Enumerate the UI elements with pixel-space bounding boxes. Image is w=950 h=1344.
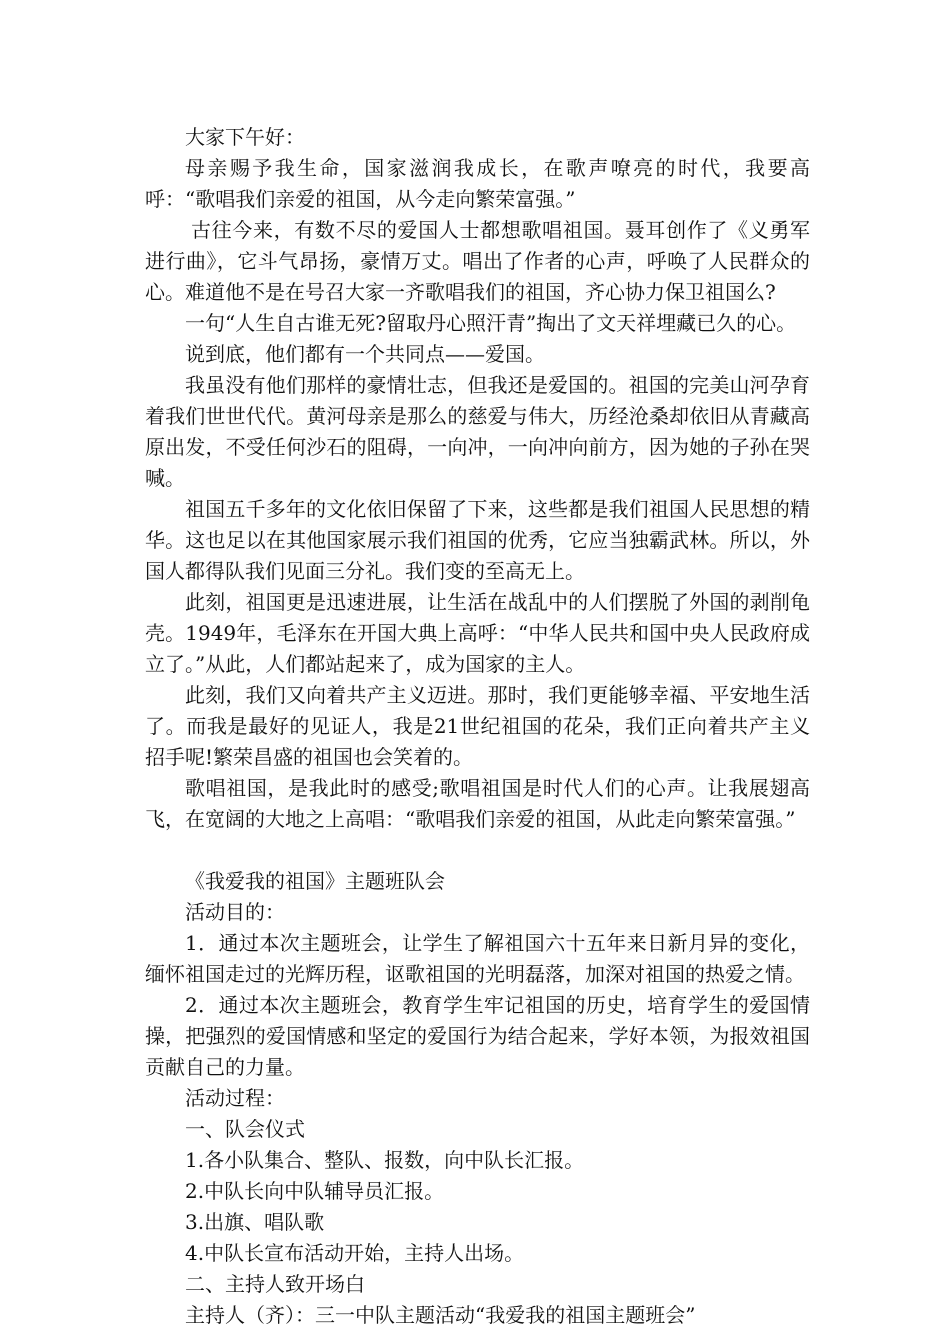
purpose-item: 2．通过本次主题班会，教育学生牢记祖国的历史，培育学生的爱国情操，把强烈的爱国情感和坚定的爱国行为结合起来，学好本领，为报效祖国贡献自己的力量。 [145, 993, 810, 1079]
speech-paragraph: 一句“人生自古谁无死?留取丹心照汗青”掏出了文天祥埋藏已久的心。 [185, 311, 797, 335]
section-gap [145, 835, 810, 866]
purpose-item: 1．通过本次主题班会，让学生了解祖国六十五年来日新月异的变化，缅怀祖国走过的光辉历程，讴歌祖国的光明磊落，加深对祖国的热爱之情。 [145, 931, 810, 986]
host-line: 主持人（齐）：三一中队主题活动“我爱我的祖国主题班会” [185, 1303, 696, 1327]
part-heading: 一、队会仪式 [185, 1117, 305, 1141]
speech-paragraph: 祖国五千多年的文化依旧保留了下来，这些都是我们祖国人民思想的精华。这也足以在其他国家展示我们祖国的优秀，它应当独霸武林。所以，外国人都得队我们见面三分礼。我们变的至高无上。 [145, 497, 810, 583]
speech-paragraph: 说到底，他们都有一个共同点——爱国。 [185, 342, 545, 366]
speech-paragraph: 我虽没有他们那样的豪情壮志，但我还是爱国的。祖国的完美山河孕育着我们世世代代。黄河母亲是那么的慈爱与伟大，历经沧桑却依旧从青藏高原出发，不受任何沙石的阻碍，一向冲，一向冲向前方，因为她的子孙在哭喊。 [145, 373, 810, 490]
speech-paragraph: 此刻，我们又向着共产主义迈进。那时，我们更能够幸福、平安地生活了。而我是最好的见证人，我是21世纪祖国的花朵，我们正向着共产主义招手呢!繁荣昌盛的祖国也会笑着的。 [145, 683, 810, 769]
document-body [145, 122, 810, 1331]
step-item: 1.各小队集合、整队、报数，向中队长汇报。 [185, 1148, 585, 1172]
step-item: 2.中队长向中队辅导员汇报。 [185, 1179, 445, 1203]
part-heading: 二、主持人致开场白 [185, 1272, 365, 1296]
speech-paragraph: 歌唱祖国，是我此时的感受;歌唱祖国是时代人们的心声。让我展翅高飞，在宽阔的大地之上高唱：“歌唱我们亲爱的祖国，从此走向繁荣富强。” [145, 776, 810, 831]
speech-paragraph: 古往今来，有数不尽的爱国人士都想歌唱祖国。聂耳创作了《义勇军进行曲》，它斗气昂扬，豪情万丈。唱出了作者的心声，呼唤了人民群众的心。难道他不是在号召大家一齐歌唱我们的祖国，齐心协力保卫祖国么? [145, 218, 810, 304]
step-item: 3.出旗、唱队歌 [185, 1210, 325, 1234]
process-heading: 活动过程： [185, 1086, 285, 1110]
purpose-heading: 活动目的： [185, 900, 285, 924]
section-title: 《我爱我的祖国》主题班队会 [185, 869, 445, 893]
step-item: 4.中队长宣布活动开始，主持人出场。 [185, 1241, 525, 1265]
speech-paragraph: 此刻，祖国更是迅速进展，让生活在战乱中的人们摆脱了外国的剥削龟壳。1949年，毛泽东在开国大典上高呼：“中华人民共和国中央人民政府成立了。”从此，人们都站起来了，成为国家的主人。 [145, 590, 810, 676]
greeting: 大家下午好： [185, 125, 305, 149]
speech-paragraph: 母亲赐予我生命，国家滋润我成长，在歌声嘹亮的时代，我要高呼：“歌唱我们亲爱的祖国，从今走向繁荣富强。” [145, 156, 810, 211]
